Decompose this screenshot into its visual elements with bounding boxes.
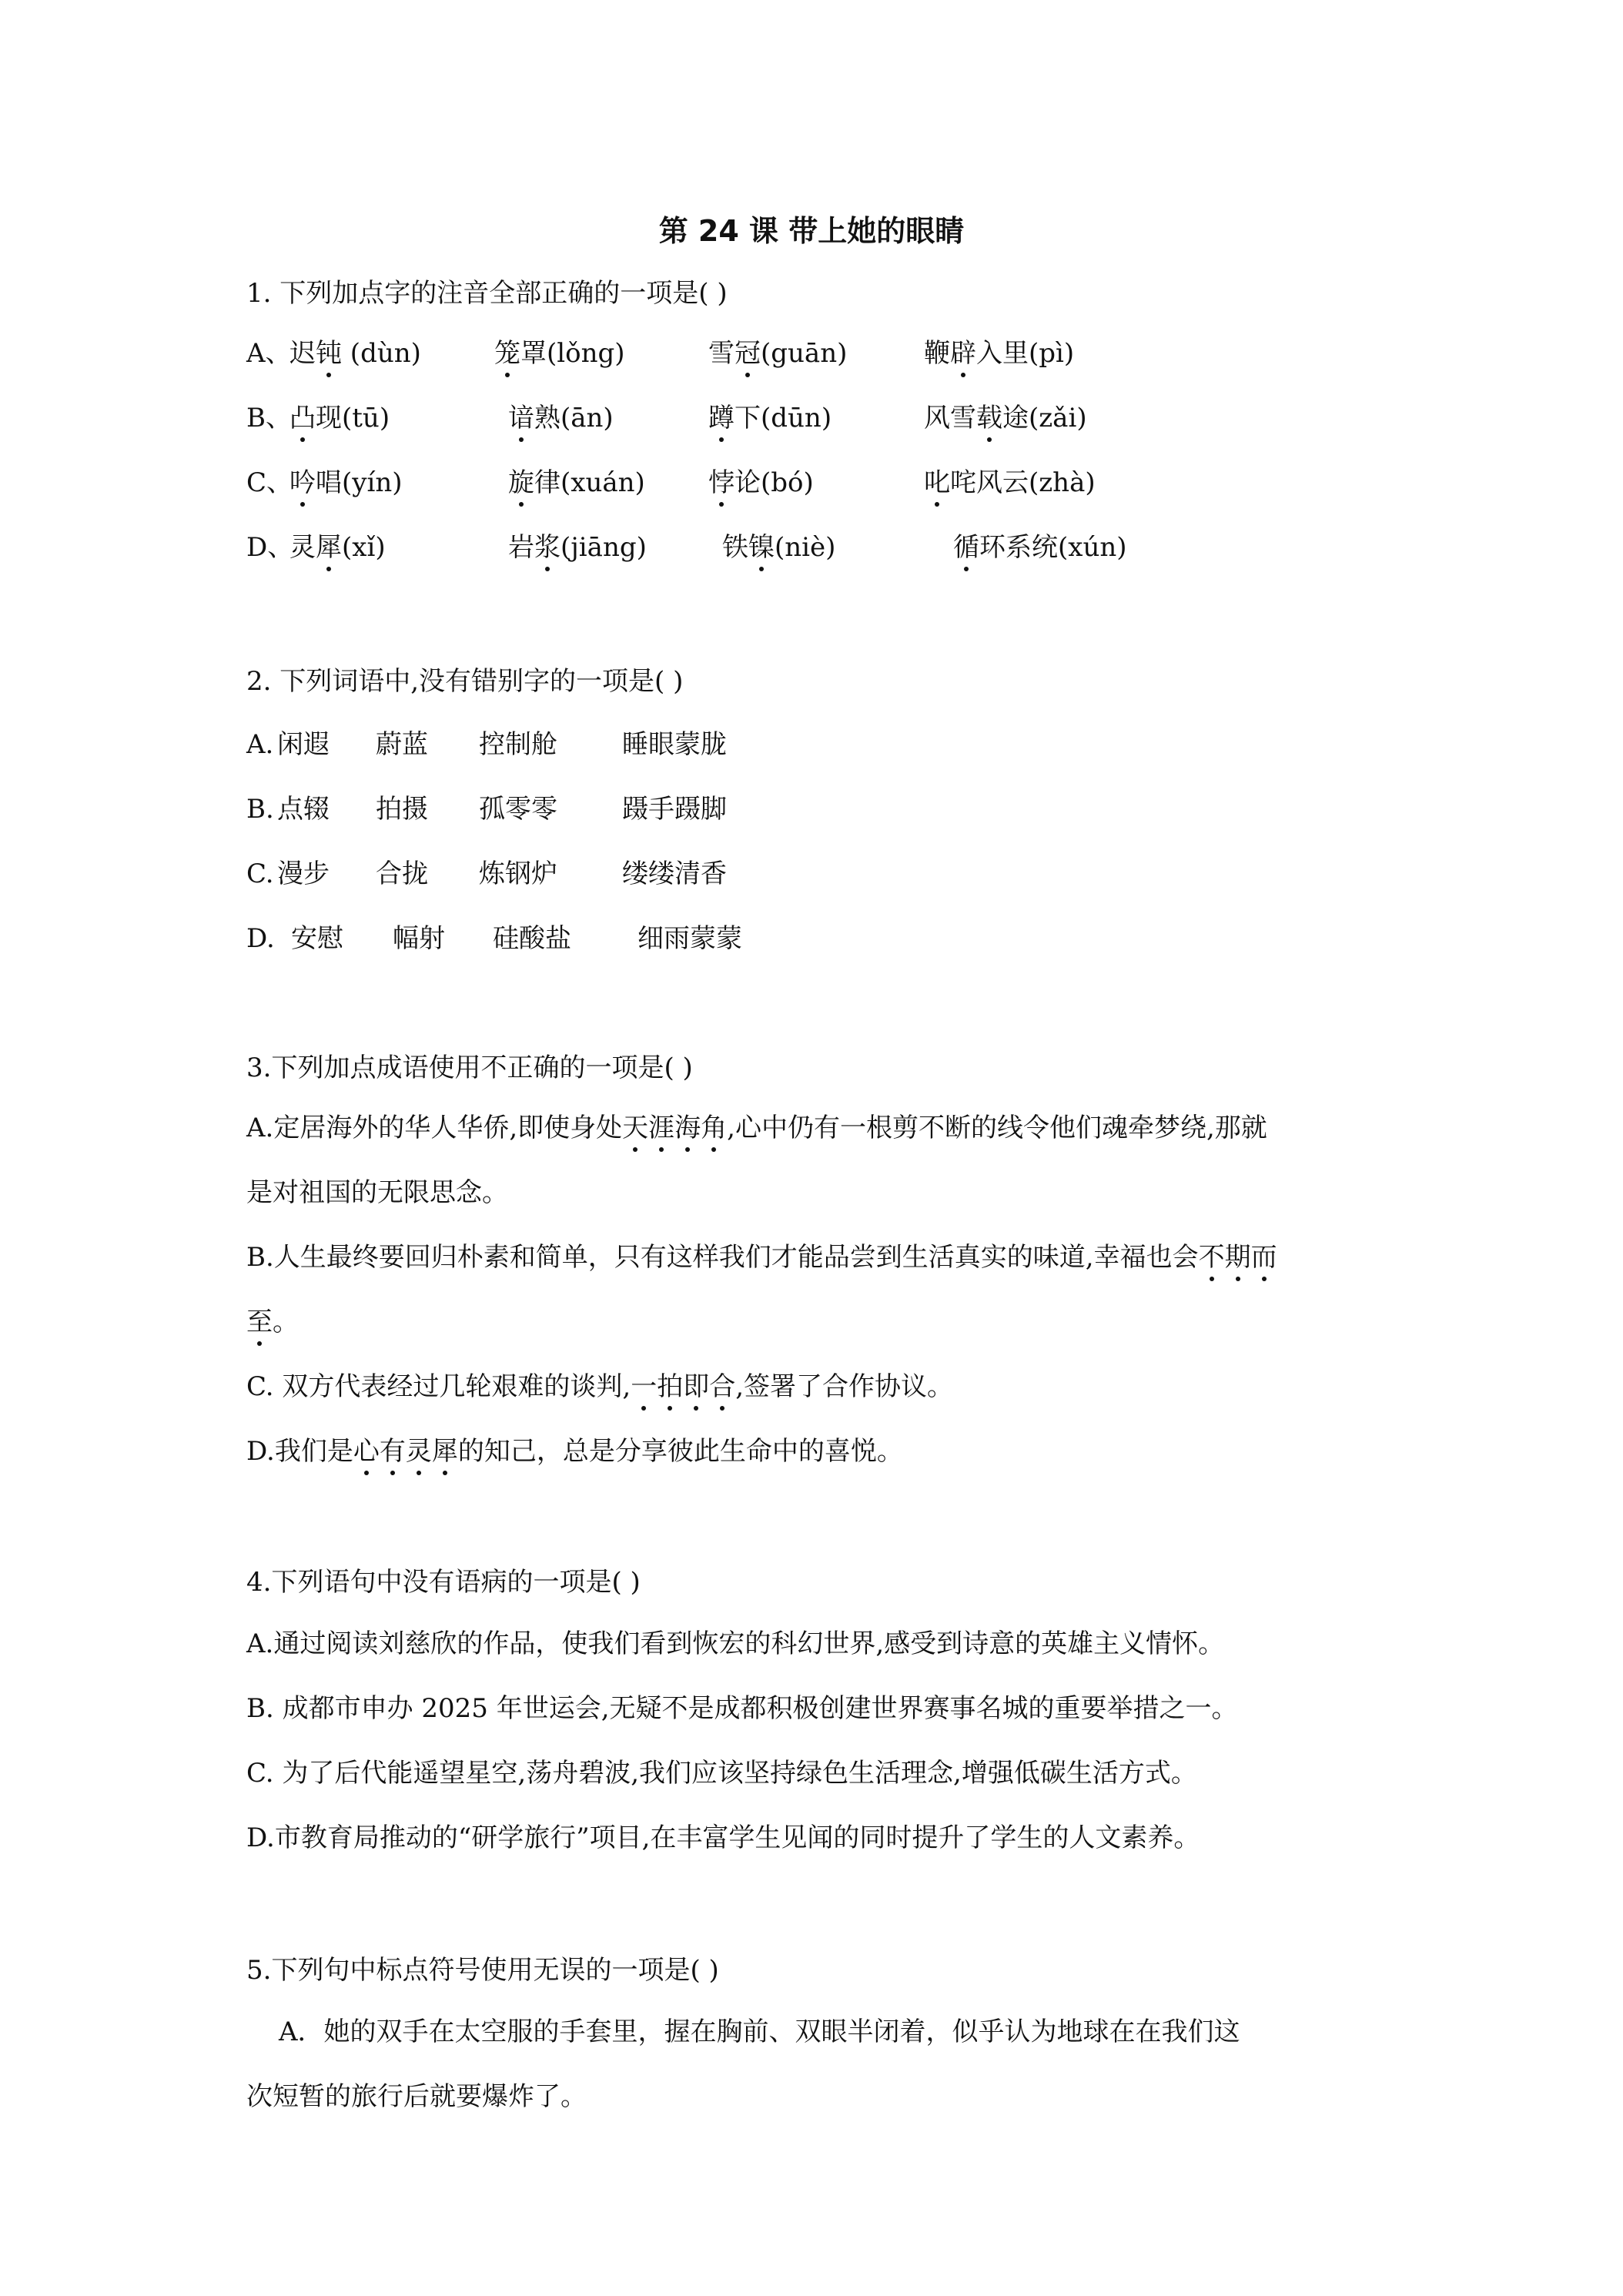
option-word: 安慰: [291, 923, 343, 954]
option-item: 迟钝 (dùn): [289, 334, 421, 373]
option-word: 孤零零: [479, 794, 557, 825]
dotted-idiom: [353, 1436, 458, 1467]
option-label: C.: [246, 858, 274, 889]
dotted-char: 海: [674, 1109, 701, 1147]
dotted-char: 涯: [648, 1109, 674, 1147]
option-item: 鞭辟入里(pì): [924, 334, 1074, 373]
option-word: 点辍: [277, 794, 330, 825]
option-item: 叱咤风云(zhà): [924, 464, 1096, 502]
q3-option-d: D.我们是心有灵犀的知己，总是分享彼此生命中的喜悦。: [246, 1432, 1386, 1471]
dotted-char: 拍: [657, 1367, 683, 1406]
option-item: 笼罩(lǒng): [494, 334, 625, 373]
option-word: 硅酸盐: [493, 923, 571, 954]
option-word: 缕缕清香: [622, 858, 727, 889]
q3-option-b-line1: B.人生最终要回归朴素和简单，只有这样我们才能品尝到生活真实的味道,幸福也会不期而: [246, 1238, 1386, 1277]
dotted-idiom: [246, 1307, 273, 1337]
option-word: 闲遐: [277, 729, 330, 760]
option-item: 雪冠(guān): [708, 334, 847, 373]
q5-option-a-line1: A．她的双手在太空服的手套里，握在胸前、双眼半闭着，似乎认为地球在在我们这: [279, 2017, 1240, 2047]
option-item: 旋律(xuán): [508, 464, 645, 502]
question-5-stem: 5.下列句中标点符号使用无误的一项是( ): [246, 1955, 719, 1986]
q3-option-a-line2: 是对祖国的无限思念。: [246, 1177, 508, 1208]
dotted-char: 而: [1251, 1238, 1277, 1277]
dotted-idiom: [631, 1371, 735, 1402]
option-item: 岩浆(jiāng): [508, 528, 647, 567]
option-label: D、: [246, 532, 294, 563]
option-word: 幅射: [393, 923, 445, 954]
page-title: 第 24 课 带上她的眼睛: [658, 214, 965, 248]
q4-option-c: C. 为了后代能遥望星空,荡舟碧波,我们应该坚持绿色生活理念,增强低碳生活方式。: [246, 1758, 1197, 1789]
q4-option-d: D.市教育局推动的“研学旅行”项目,在丰富学生见闻的同时提升了学生的人文素养。: [246, 1822, 1200, 1853]
option-label: D.: [246, 923, 275, 954]
dotted-char: 即: [683, 1367, 709, 1406]
option-word: 漫步: [277, 858, 330, 889]
option-word: 睡眼蒙胧: [622, 729, 727, 760]
dotted-char: 合: [709, 1367, 735, 1406]
option-item: 吟唱(yín): [289, 464, 403, 502]
option-item: 灵犀(xǐ): [289, 528, 386, 567]
option-item: 凸现(tū): [289, 399, 390, 437]
dotted-char: 不: [1199, 1238, 1225, 1277]
dotted-char: 天: [622, 1109, 648, 1147]
option-word: 细雨蒙蒙: [637, 923, 742, 954]
q3-option-a-line1: A.定居海外的华人华侨,即使身处天涯海角,心中仍有一根剪不断的线令他们魂牵梦绕,那就: [246, 1109, 1386, 1147]
option-word: 合拢: [376, 858, 428, 889]
option-label: B、: [246, 403, 292, 433]
option-item: 风雪载途(zǎi): [924, 399, 1087, 437]
question-4-stem: 4.下列语句中没有语病的一项是( ): [246, 1567, 641, 1598]
question-1-stem: 1. 下列加点字的注音全部正确的一项是( ): [246, 278, 728, 309]
dotted-char: 角: [701, 1109, 727, 1147]
option-word: 控制舱: [479, 729, 557, 760]
dotted-char: 至: [246, 1303, 273, 1341]
dotted-idiom: [622, 1113, 727, 1143]
dotted-char: 期: [1225, 1238, 1251, 1277]
q5-option-a-line2: 次短暂的旅行后就要爆炸了。: [246, 2081, 587, 2112]
q4-option-b: B. 成都市申办 2025 年世运会,无疑不是成都积极创建世界赛事名城的重要举措之一。: [246, 1693, 1238, 1724]
option-item: 谙熟(ān): [508, 399, 614, 437]
option-label: C、: [246, 467, 293, 498]
dotted-char: 犀: [432, 1432, 458, 1471]
option-label: A.: [246, 729, 274, 760]
dotted-char: 心: [353, 1432, 380, 1471]
question-2-stem: 2. 下列词语中,没有错别字的一项是( ): [246, 666, 684, 697]
option-item: 铁镍(niè): [722, 528, 835, 567]
option-word: 蹑手蹑脚: [622, 794, 727, 825]
dotted-char: 灵: [406, 1432, 432, 1471]
question-3-stem: 3.下列加点成语使用不正确的一项是( ): [246, 1053, 693, 1083]
option-item: 悖论(bó): [708, 464, 814, 502]
option-word: 蔚蓝: [376, 729, 428, 760]
option-label: A、: [246, 338, 292, 369]
option-item: 循环系统(xún): [953, 528, 1127, 567]
dotted-idiom: [1199, 1242, 1277, 1273]
option-item: 蹲下(dūn): [708, 399, 832, 437]
q4-option-a: A.通过阅读刘慈欣的作品，使我们看到恢宏的科幻世界,感受到诗意的英雄主义情怀。: [246, 1628, 1225, 1659]
dotted-char: 有: [380, 1432, 406, 1471]
option-word: 拍摄: [376, 794, 428, 825]
q3-option-c: C. 双方代表经过几轮艰难的谈判,一拍即合,签署了合作协议。: [246, 1367, 1386, 1406]
q3-option-b-line2: 至。: [246, 1303, 1386, 1341]
dotted-char: 一: [631, 1367, 657, 1406]
option-word: 炼钢炉: [479, 858, 557, 889]
option-label: B.: [246, 794, 274, 825]
